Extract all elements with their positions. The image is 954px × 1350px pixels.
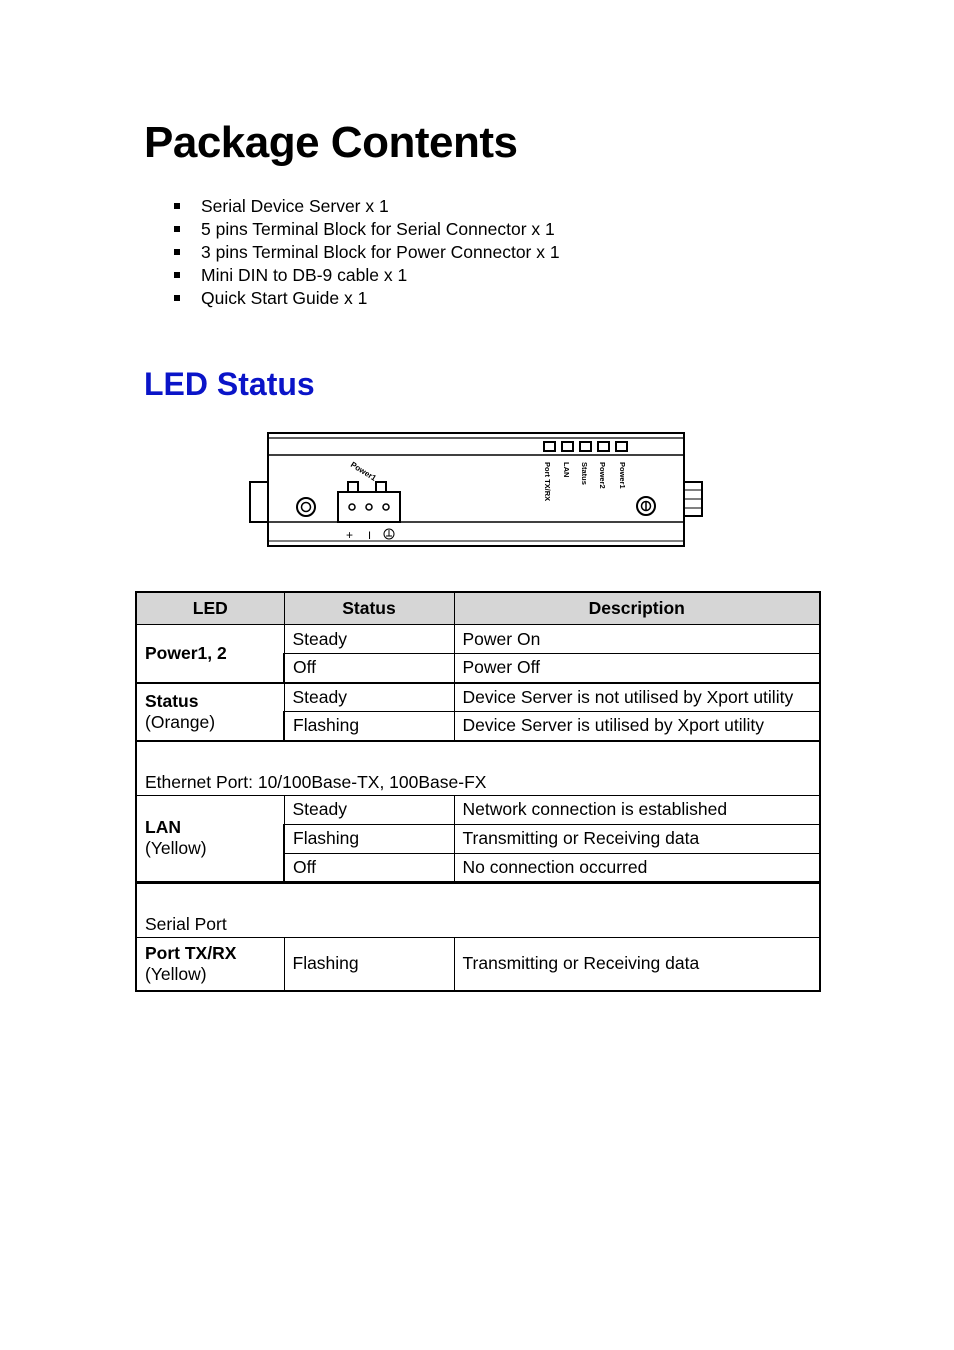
bullet-icon <box>174 295 180 301</box>
led-label-lan: LAN <box>562 462 571 478</box>
device-front-panel-illustration <box>248 430 708 557</box>
led-label-port: Port TX/RX <box>543 462 552 502</box>
status-cell: Steady <box>284 625 454 654</box>
description-cell: Power On <box>454 625 820 654</box>
table-header: LED <box>136 592 284 625</box>
bullet-icon <box>174 272 180 278</box>
led-label-power1: Power1 <box>618 462 627 489</box>
led-status-table <box>135 591 821 992</box>
list-item: 5 pins Terminal Block for Serial Connector x 1 <box>172 218 560 241</box>
page-title: Package Contents <box>144 118 518 167</box>
led-cell: Status (Orange) <box>136 683 284 741</box>
led-label-status: Status <box>580 462 589 485</box>
list-item: Serial Device Server x 1 <box>172 195 560 218</box>
table-row <box>136 683 820 712</box>
led-cell: Port TX/RX (Yellow) <box>136 937 284 991</box>
minus-label: I <box>368 530 372 542</box>
bullet-icon <box>174 226 180 232</box>
section-row <box>136 882 820 937</box>
list-item: Mini DIN to DB-9 cable x 1 <box>172 264 560 287</box>
status-cell: Steady <box>284 683 454 712</box>
list-item: Quick Start Guide x 1 <box>172 287 560 310</box>
table-row <box>136 795 820 824</box>
description-cell: Transmitting or Receiving data <box>454 937 820 991</box>
plus-label: + <box>346 528 354 542</box>
status-cell: Off <box>284 853 454 882</box>
status-cell: Off <box>284 654 454 683</box>
description-cell: No connection occurred <box>454 853 820 882</box>
status-cell: Flashing <box>284 937 454 991</box>
section-label: Serial Port <box>136 882 820 937</box>
list-item: 3 pins Terminal Block for Power Connector x 1 <box>172 241 560 264</box>
package-contents-list <box>172 195 560 310</box>
bullet-icon <box>174 203 180 209</box>
description-cell: Transmitting or Receiving data <box>454 824 820 853</box>
led-label-power2: Power2 <box>598 462 607 489</box>
table-row <box>136 937 820 991</box>
table-row <box>136 625 820 654</box>
status-cell: Flashing <box>284 712 454 741</box>
power-connector-label: Power1 <box>348 460 378 483</box>
table-header: Status <box>284 592 454 625</box>
status-cell: Steady <box>284 795 454 824</box>
led-cell: Power1, 2 <box>136 625 284 683</box>
description-cell: Network connection is established <box>454 795 820 824</box>
description-cell: Device Server is not utilised by Xport utility <box>454 683 820 712</box>
bullet-icon <box>174 249 180 255</box>
description-cell: Device Server is utilised by Xport utility <box>454 712 820 741</box>
led-cell: LAN (Yellow) <box>136 795 284 882</box>
section-title: LED Status <box>144 366 315 402</box>
status-cell: Flashing <box>284 824 454 853</box>
table-header: Description <box>454 592 820 625</box>
section-row <box>136 741 820 796</box>
description-cell: Power Off <box>454 654 820 683</box>
section-label: Ethernet Port: 10/100Base-TX, 100Base-FX <box>136 741 820 796</box>
